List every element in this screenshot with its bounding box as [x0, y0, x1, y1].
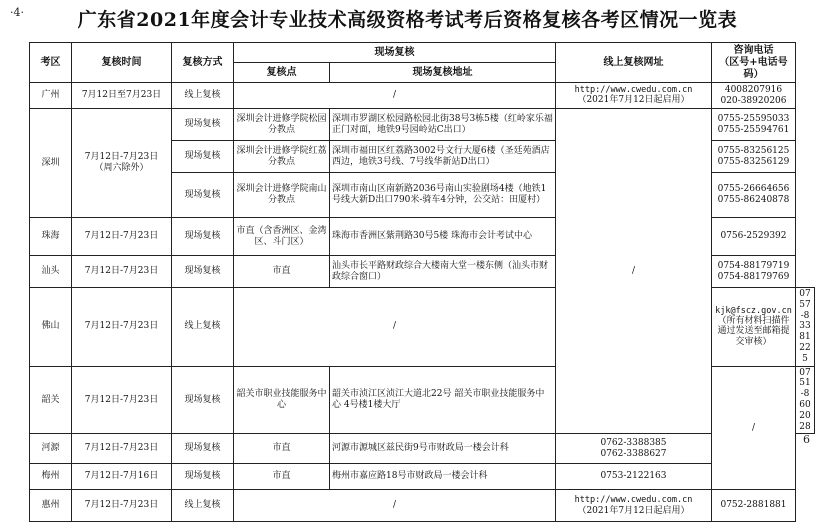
phone-line: 0762-3388385 — [600, 438, 667, 449]
cell-phone: 0751-8602028 — [796, 366, 815, 434]
cell-phone: 0753-2122163 — [556, 464, 712, 490]
cell-time: 7月12日-7月23日 — [72, 256, 172, 288]
cell-address: 汕头市长平路财政综合大楼南大堂一楼东侧（汕头市财政综合窗口） — [330, 256, 556, 288]
cell-site: 市直 — [234, 464, 330, 490]
header-site: 复核点 — [234, 63, 330, 83]
cell-site: 深圳会计进修学院南山分教点 — [234, 173, 330, 218]
online-url: http://www.cwedu.com.cn — [574, 495, 693, 506]
cell-phone: 0756-2529392 — [712, 218, 796, 256]
table-row — [30, 464, 815, 490]
phone-line: 0755-25595033 — [717, 113, 790, 124]
cell-phone: 0757-83381225 — [796, 288, 815, 367]
cell-region: 汕头 — [30, 256, 72, 288]
phone-line: 4008207916 — [724, 84, 783, 95]
cell-address: 深圳市罗湖区松园路松园北街38号3栋5楼（红岭家乐福正门对面，地铁9号园岭站C出口） — [330, 109, 556, 141]
cell-address: 河源市源城区兹民街9号市财政局一楼会计科 — [330, 434, 556, 464]
phone-line: 0755-83256129 — [717, 156, 790, 167]
cell-time: 7月12日至7月23日 — [72, 83, 172, 109]
header-address: 现场复核地址 — [330, 63, 556, 83]
cell-method: 现场复核 — [172, 218, 234, 256]
cell-region: 惠州 — [30, 490, 72, 522]
cell-address: 韶关市浈江区浈江大道北22号 韶关市职业技能服务中心 4号楼1楼大厅 — [330, 366, 556, 434]
cell-method: 现场复核 — [172, 366, 234, 434]
cell-time: 7月12日-7月16日 — [72, 464, 172, 490]
cell-phone — [712, 256, 796, 288]
cell-method: 现场复核 — [172, 256, 234, 288]
table-row — [30, 109, 815, 141]
cell-method: 现场复核 — [172, 109, 234, 141]
page-title: 广东省2021年度会计专业技术高级资格考试考后资格复核各考区情况一览表 — [77, 9, 738, 31]
cell-method: 线上复核 — [172, 288, 234, 367]
cell-phone: 0752-2881881 — [712, 490, 796, 522]
time-line: （周六除外） — [94, 163, 149, 173]
cell-method: 现场复核 — [172, 141, 234, 173]
online-note: （所有材料扫描件通过发送至邮箱提交审核） — [717, 315, 790, 348]
cell-time: 7月12日-7月23日 — [72, 490, 172, 522]
cell-site: 市直 — [234, 256, 330, 288]
table-row — [30, 434, 815, 464]
cell-online — [556, 490, 712, 522]
phone-line: 0755-26664656 — [717, 184, 790, 195]
cell-time: 7月12日-7月23日 — [72, 366, 172, 434]
phone-line: 0762-3388627 — [600, 448, 667, 459]
cell-site: 韶关市职业技能服务中心 — [234, 366, 330, 434]
cell-online-merged: / — [712, 366, 796, 490]
cell-phone — [712, 83, 796, 109]
header-method: 复核方式 — [172, 43, 234, 83]
cell-time — [72, 109, 172, 218]
cell-address: 珠海市香洲区紫荆路30号5楼 珠海市会计考试中心 — [330, 218, 556, 256]
header-row — [30, 43, 815, 63]
cell-phone — [712, 109, 796, 141]
online-note: （2021年7月12日起启用） — [577, 95, 690, 106]
cell-online-merged: / — [556, 109, 712, 434]
cell-time: 7月12日-7月23日 — [72, 218, 172, 256]
phone-line: 0755-83256125 — [717, 145, 790, 156]
header-phone-line: （区号+电话号码） — [719, 56, 788, 80]
page-edge-mark: 6 — [803, 433, 810, 446]
phone-line: 0754-88179719 — [717, 260, 790, 271]
cell-site-address: / — [234, 490, 556, 522]
online-note: （2021年7月12日起启用） — [577, 505, 690, 516]
header-online: 线上复核网址 — [556, 43, 712, 83]
cell-region: 佛山 — [30, 288, 72, 367]
cell-online — [556, 83, 712, 109]
header-phone — [712, 43, 796, 83]
cell-method: 现场复核 — [172, 173, 234, 218]
cell-time: 7月12日-7月23日 — [72, 434, 172, 464]
cell-address: 深圳市福田区红荔路3002号文行大厦6楼（圣廷苑酒店西边，地铁3号线、7号线华新站D出口） — [330, 141, 556, 173]
time-line: 7月12日-7月23日 — [84, 152, 159, 163]
online-email: kjk@fscz.gov.cn — [715, 305, 792, 316]
header-onsite: 现场复核 — [234, 43, 556, 63]
cell-site: 市直（含香洲区、金湾区、斗门区） — [234, 218, 330, 256]
cell-method: 线上复核 — [172, 83, 234, 109]
cell-region: 梅州 — [30, 464, 72, 490]
cell-phone — [712, 173, 796, 218]
cell-time: 7月12日-7月23日 — [72, 288, 172, 367]
cell-site: 深圳会计进修学院红荔分教点 — [234, 141, 330, 173]
cell-site: 市直 — [234, 434, 330, 464]
header-time: 复核时间 — [72, 43, 172, 83]
cell-region: 珠海 — [30, 218, 72, 256]
cell-method: 线上复核 — [172, 490, 234, 522]
cell-region: 深圳 — [30, 109, 72, 218]
phone-line: 020-38920206 — [720, 95, 787, 106]
cell-site-address: / — [234, 288, 556, 367]
cell-site: 深圳会计进修学院松园分教点 — [234, 109, 330, 141]
cell-method: 现场复核 — [172, 434, 234, 464]
cell-address: 深圳市南山区南新路2036号南山实验剧场4楼（地铁1号线大新D出口790米-骑车4分钟，公交站：田厦村） — [330, 173, 556, 218]
cell-region: 河源 — [30, 434, 72, 464]
cell-method: 现场复核 — [172, 464, 234, 490]
cell-region: 广州 — [30, 83, 72, 109]
table-row — [30, 83, 815, 109]
phone-line: 0755-86240878 — [717, 195, 790, 205]
phone-line: 0754-88179769 — [717, 271, 790, 282]
phone-line: 0755-25594761 — [717, 124, 790, 135]
cell-site-address: / — [234, 83, 556, 109]
cell-region: 韶关 — [30, 366, 72, 434]
header-region: 考区 — [30, 43, 72, 83]
online-url: http://www.cwedu.com.cn — [574, 85, 693, 95]
table-row — [30, 490, 815, 522]
cell-address: 梅州市嘉应路18号市财政局一楼会计科 — [330, 464, 556, 490]
cell-phone — [712, 141, 796, 173]
page-edge-mark: ·4· — [10, 6, 24, 19]
cell-online — [712, 288, 796, 367]
review-table — [29, 42, 815, 522]
header-phone-line: 咨询电话 — [733, 44, 774, 56]
cell-phone — [556, 434, 712, 464]
